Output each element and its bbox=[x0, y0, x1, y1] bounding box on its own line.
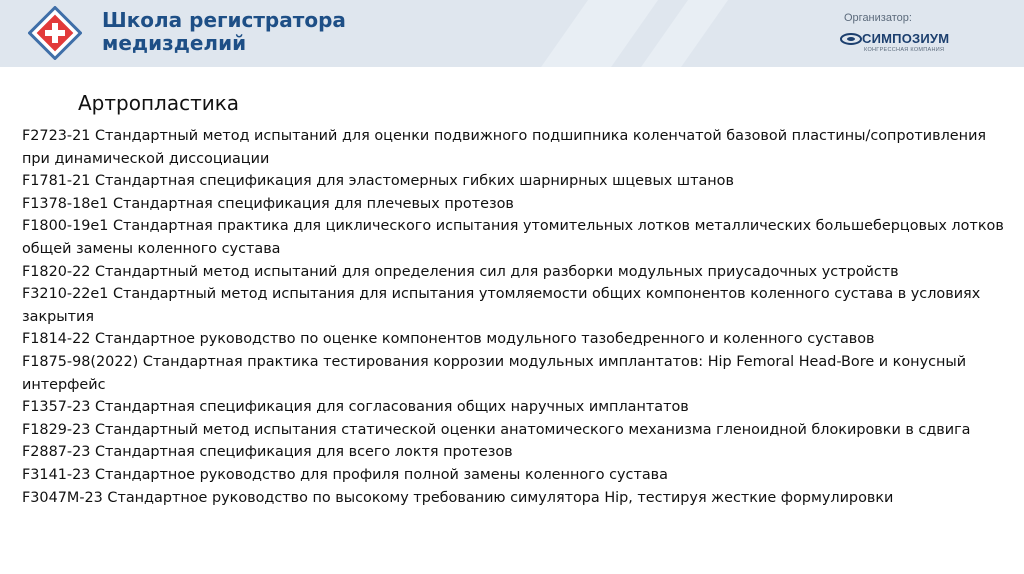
page-title: Артропластика bbox=[78, 91, 240, 115]
standard-item: F3210-22e1 Стандартный метод испытания для испытания утомляемости общих компонентов коленного сустава в условиях закрытия bbox=[22, 286, 981, 325]
school-title: Школа регистратора медизделий bbox=[102, 8, 346, 55]
standard-item: F3047M-23 Стандартное руководство по высокому требованию симулятора Hip, тестируя жесткие формулировки bbox=[22, 489, 894, 506]
sponsor-logo bbox=[840, 31, 970, 57]
sponsor-subtitle: КОНГРЕССНАЯ КОМПАНИЯ bbox=[864, 47, 945, 53]
standards-list bbox=[22, 125, 1012, 509]
sponsor-swoosh-icon bbox=[840, 33, 862, 45]
standard-item: F1800-19e1 Стандартная практика для циклического испытания утомительных лотков металлических большеберцовых лотков общей замены коленного сустава bbox=[22, 218, 1004, 257]
standard-item: F1820-22 Стандартный метод испытаний для определения сил для разборки модульных приусадочных устройств bbox=[22, 263, 899, 280]
standard-item: F1378-18e1 Стандартная спецификация для плечевых протезов bbox=[22, 195, 514, 212]
standard-item: F2887-23 Стандартная спецификация для всего локтя протезов bbox=[22, 444, 513, 461]
organizer-label: Организатор: bbox=[844, 12, 912, 24]
standard-item: F2723-21 Стандартный метод испытаний для оценки подвижного подшипника коленчатой базовой пластины/сопротивления при динамической диссоциации bbox=[22, 128, 987, 167]
header-banner bbox=[0, 0, 1024, 67]
medical-cross-diamond-icon bbox=[28, 6, 82, 60]
standard-item: F1814-22 Стандартное руководство по оценке компонентов модульного тазобедренного и коленного суставов bbox=[22, 331, 875, 348]
standard-item: F1829-23 Стандартный метод испытания статической оценки анатомического механизма гленоидной блокировки в сдвига bbox=[22, 421, 971, 438]
standard-item: F1781-21 Стандартная спецификация для эластомерных гибких шарнирных шцевых штанов bbox=[22, 173, 734, 190]
standard-item: F3141-23 Стандартное руководство для профиля полной замены коленного сустава bbox=[22, 466, 668, 483]
standard-item: F1357-23 Стандартная спецификация для согласования общих наручных имплантатов bbox=[22, 399, 689, 416]
standard-item: F1875-98(2022) Стандартная практика тестирования коррозии модульных имплантатов: Hip Femoral Head-Bore и конусный интерфейс bbox=[22, 353, 967, 393]
sponsor-name: СИМПОЗИУМ bbox=[862, 31, 950, 46]
